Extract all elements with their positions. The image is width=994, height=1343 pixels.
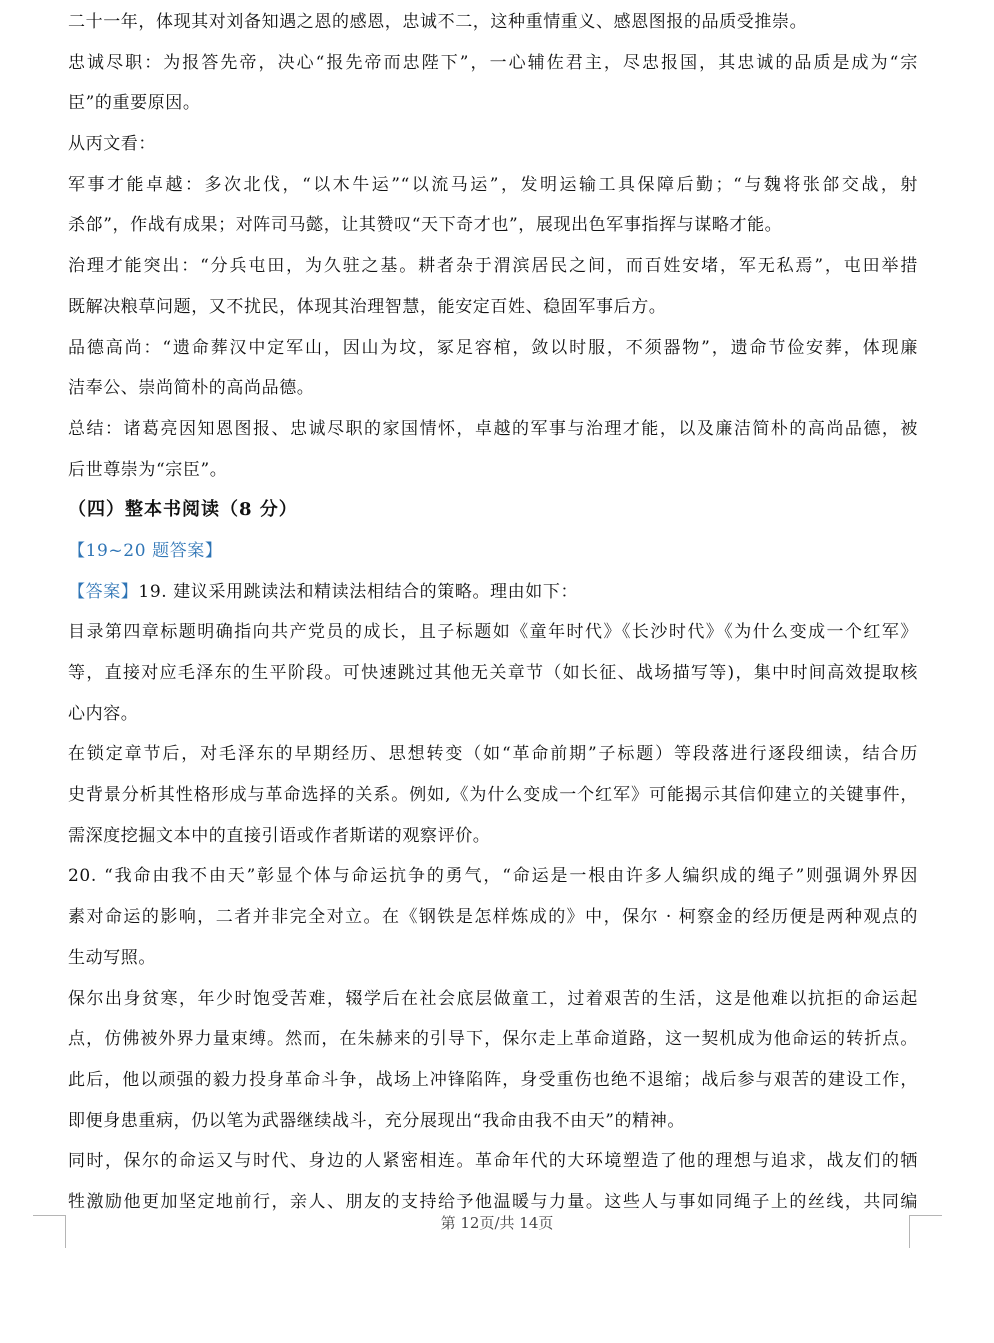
answer-line bbox=[68, 572, 918, 613]
text-line: 即便身患重病，仍以笔为武器继续战斗，充分展现出“我命由我不由天”的精神。 bbox=[68, 1110, 685, 1131]
text-line: 治理才能突出：“分兵屯田，为久驻之基。耕者杂于渭滨居民之间，而百姓安堵，军无私焉”，屯田举措 bbox=[68, 256, 918, 277]
text-line: 生动写照。 bbox=[68, 947, 156, 968]
text-line: 心内容。 bbox=[68, 703, 139, 724]
text-line: 军事才能卓越：多次北伐，“以木牛运”“以流马运”，发明运输工具保障后勤；“与魏将张郃交战，射 bbox=[68, 174, 918, 195]
text-line: 目录第四章标题明确指向共产党员的成长，且子标题如《童年时代》《长沙时代》《为什么变成一个红军》 bbox=[68, 622, 918, 643]
text-line: 后世尊崇为“宗臣”。 bbox=[68, 459, 228, 480]
text-line: 同时，保尔的命运又与时代、身边的人紧密相连。革命年代的大环境塑造了他的理想与追求，战友们的牺 bbox=[68, 1151, 918, 1172]
text-line: 20. “我命由我不由天”彰显个体与命运抗争的勇气，“命运是一根由许多人编织成的绳子”则强调外界因 bbox=[68, 866, 918, 887]
text-line: 忠诚尽职：为报答先帝，决心“报先帝而忠陛下”，一心辅佐君主，尽忠报国，其忠诚的品质是成为“宗 bbox=[68, 52, 918, 73]
text-line: 既解决粮草问题，又不扰民，体现其治理智慧，能安定百姓、稳固军事后方。 bbox=[68, 296, 667, 317]
answer-first-line: 19. 建议采用跳读法和精读法相结合的策略。理由如下： bbox=[138, 581, 579, 602]
text-line: 需深度挖掘文本中的直接引语或作者斯诺的观察评价。 bbox=[68, 825, 491, 846]
text-line: 牲激励他更加坚定地前行，亲人、朋友的支持给予他温暖与力量。这些人与事如同绳子上的丝线，共同编 bbox=[68, 1191, 918, 1212]
answer-group-tag: 【19~20 题答案】 bbox=[68, 540, 223, 561]
text-line: 臣”的重要原因。 bbox=[68, 93, 201, 114]
text-line: 二十一年，体现其对刘备知遇之恩的感恩，忠诚不二，这种重情重义、感恩图报的品质受推崇。 bbox=[68, 12, 808, 32]
document-body bbox=[68, 2, 918, 1223]
text-line: 从丙文看： bbox=[68, 134, 156, 155]
page-footer: 第 12页/共 14页 bbox=[440, 1214, 554, 1232]
text-line: 在锁定章节后，对毛泽东的早期经历、思想转变（如“革命前期”子标题）等段落进行逐段细读，结合历 bbox=[68, 744, 918, 765]
text-line: 点，仿佛被外界力量束缚。然而，在朱赫来的引导下，保尔走上革命道路，这一契机成为他命运的转折点。 bbox=[68, 1029, 918, 1050]
section-title: （四）整本书阅读（8 分） bbox=[68, 499, 298, 521]
text-line: 素对命运的影响，二者并非完全对立。在《钢铁是怎样炼成的》中，保尔 · 柯察金的经历便是两种观点的 bbox=[68, 907, 918, 928]
answer-tag: 【答案】 bbox=[68, 581, 139, 602]
text-line: 洁奉公、崇尚简朴的高尚品德。 bbox=[68, 378, 315, 399]
text-line: 杀郃”，作战有成果；对阵司马懿，让其赞叹“天下奇才也”，展现出色军事指挥与谋略才能。 bbox=[68, 215, 783, 236]
text-line: 此后，他以顽强的毅力投身革命斗争，战场上冲锋陷阵，身受重伤也绝不退缩；战后参与艰苦的建设工作， bbox=[68, 1069, 918, 1090]
text-line: 史背景分析其性格形成与革命选择的关系。例如,《为什么变成一个红军》可能揭示其信仰建立的关键事件， bbox=[68, 785, 918, 806]
text-line: 总结：诸葛亮因知恩图报、忠诚尽职的家国情怀，卓越的军事与治理才能，以及廉洁简朴的高尚品德，被 bbox=[68, 418, 918, 439]
text-line: 等，直接对应毛泽东的生平阶段。可快速跳过其他无关章节（如长征、战场描写等)，集中时间高效提取核 bbox=[68, 663, 918, 683]
text-line: 品德高尚：“遗命葬汉中定军山，因山为坟，冢足容棺，敛以时服，不须器物”，遗命节俭安葬，体现廉 bbox=[68, 337, 918, 358]
text-line: 保尔出身贫寒，年少时饱受苦难，辍学后在社会底层做童工，过着艰苦的生活，这是他难以抗拒的命运起 bbox=[68, 988, 918, 1009]
